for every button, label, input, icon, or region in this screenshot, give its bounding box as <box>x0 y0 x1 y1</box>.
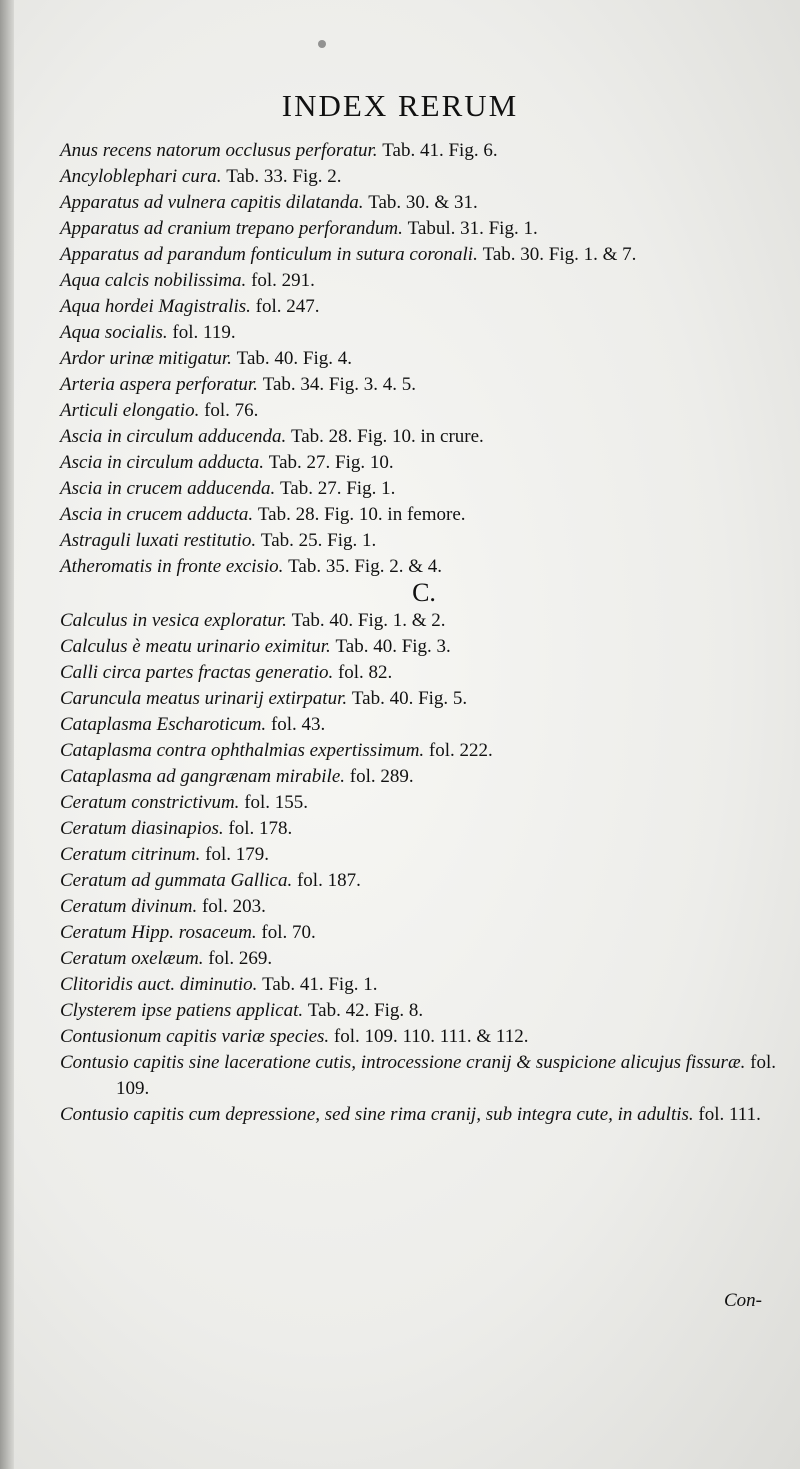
index-entry <box>60 764 788 790</box>
entry-text: Aqua calcis nobilissima. <box>60 270 247 291</box>
index-entry <box>60 528 788 554</box>
page-gutter-shadow <box>0 0 14 1469</box>
entry-text: Ancyloblephari cura. <box>60 166 222 187</box>
entry-text: Articuli elongatio. <box>60 400 200 421</box>
entry-text: Ceratum ad gummata Gallica. <box>60 870 293 891</box>
entry-reference: Tab. 41. Fig. 6. <box>382 140 498 161</box>
entry-reference: fol. 291. <box>251 270 315 291</box>
index-entry <box>60 972 788 998</box>
entry-text: Apparatus ad vulnera capitis dilatanda. <box>60 192 364 213</box>
index-entry <box>60 346 788 372</box>
index-entry <box>60 242 788 268</box>
entry-text: Clitoridis auct. diminutio. <box>60 974 258 995</box>
entry-reference: fol. 187. <box>296 870 361 891</box>
index-entry <box>60 502 788 528</box>
entry-reference: Tab. 28. Fig. 10. in crure. <box>290 426 484 447</box>
index-entries <box>60 138 788 1128</box>
entry-text: Contusionum capitis variæ species. <box>60 1026 330 1047</box>
entry-text: Ascia in crucem adducta. <box>60 504 254 525</box>
index-entry <box>60 998 788 1024</box>
index-entry <box>60 790 788 816</box>
section-letter: C. <box>412 578 436 607</box>
index-entry <box>60 268 788 294</box>
index-entry <box>60 1050 788 1102</box>
ink-smudge <box>318 40 326 48</box>
index-entry <box>60 660 788 686</box>
entry-reference: fol. 109. <box>116 1052 776 1099</box>
entry-reference: fol. 119. <box>172 322 236 343</box>
entry-text: Calculus è meatu urinario eximitur. <box>60 636 331 657</box>
index-entry <box>60 868 788 894</box>
entry-reference: Tab. 34. Fig. 3. 4. 5. <box>262 374 416 395</box>
index-entry <box>60 738 788 764</box>
entry-reference: fol. 178. <box>228 818 293 839</box>
entry-text: Calli circa partes fractas generatio. <box>60 662 334 683</box>
entry-text: Ascia in circulum adducta. <box>60 452 265 473</box>
index-entry <box>60 634 788 660</box>
entry-reference: Tabul. 31. Fig. 1. <box>407 218 538 239</box>
entry-text: Anus recens natorum occlusus perforatur. <box>60 140 378 161</box>
entry-text: Ceratum Hipp. rosaceum. <box>60 922 257 943</box>
entry-reference: fol. 82. <box>337 662 393 683</box>
entry-reference: fol. 70. <box>261 922 316 943</box>
index-entry <box>60 1102 788 1128</box>
index-entry <box>60 608 788 634</box>
index-entry <box>60 138 788 164</box>
entry-reference: Tab. 28. Fig. 10. in femore. <box>257 504 466 525</box>
entry-reference: Tab. 27. Fig. 1. <box>280 478 396 499</box>
entry-text: Ascia in crucem adducenda. <box>60 478 276 499</box>
entry-reference: Tab. 30. Fig. 1. & 7. <box>482 244 637 265</box>
index-entry <box>60 1024 788 1050</box>
entry-text: Caruncula meatus urinarij extirpatur. <box>60 688 348 709</box>
entry-reference: Tab. 35. Fig. 2. & 4. <box>288 556 442 577</box>
entries-section-a <box>60 138 788 580</box>
entry-reference: Tab. 42. Fig. 8. <box>307 1000 424 1021</box>
entry-text: Contusio capitis sine laceratione cutis, introcessione cranij & suspicione alicujus fissuræ. <box>60 1052 746 1073</box>
entry-reference: fol. 203. <box>201 896 266 917</box>
entry-reference: fol. 289. <box>349 766 414 787</box>
index-entry <box>60 712 788 738</box>
entry-reference: Tab. 40. Fig. 3. <box>335 636 451 657</box>
index-entry <box>60 554 788 580</box>
entry-reference: Tab. 33. Fig. 2. <box>226 166 342 187</box>
index-entry <box>60 372 788 398</box>
entry-reference: Tab. 40. Fig. 5. <box>351 688 468 709</box>
entry-reference: fol. 109. 110. 111. & 112. <box>333 1026 529 1047</box>
index-entry <box>60 476 788 502</box>
index-entry <box>60 398 788 424</box>
index-entry <box>60 946 788 972</box>
entry-reference: fol. 179. <box>205 844 269 865</box>
index-entry <box>60 842 788 868</box>
index-entry <box>60 920 788 946</box>
entry-text: Cataplasma ad gangrænam mirabile. <box>60 766 346 787</box>
index-entry <box>60 450 788 476</box>
entry-reference: fol. 155. <box>244 792 309 813</box>
index-entry <box>60 294 788 320</box>
entry-reference: Tab. 25. Fig. 1. <box>260 530 377 551</box>
entry-reference: fol. 222. <box>428 740 493 761</box>
entry-text: Astraguli luxati restitutio. <box>60 530 257 551</box>
index-entry <box>60 320 788 346</box>
index-entry <box>60 424 788 450</box>
entry-text: Atheromatis in fronte excisio. <box>60 556 284 577</box>
entry-text: Ardor urinæ mitigatur. <box>60 348 232 369</box>
entry-text: Apparatus ad parandum fonticulum in sutura coronali. <box>60 244 478 265</box>
catchword: Con- <box>724 1290 762 1311</box>
entry-reference: fol. 269. <box>208 948 273 969</box>
entry-reference: Tab. 30. & 31. <box>368 192 478 213</box>
entry-reference: Tab. 41. Fig. 1. <box>262 974 378 995</box>
index-entry <box>60 190 788 216</box>
entries-section-c <box>60 608 788 1128</box>
index-entry <box>60 164 788 190</box>
entry-text: Ceratum oxelæum. <box>60 948 204 969</box>
entry-text: Aqua socialis. <box>60 322 168 343</box>
entry-reference: fol. 111. <box>698 1104 761 1125</box>
entry-text: Cataplasma contra ophthalmias expertissimum. <box>60 740 425 761</box>
entry-text: Contusio capitis cum depressione, sed sine rima cranij, sub integra cute, in adultis. <box>60 1104 694 1125</box>
entry-text: Aqua hordei Magistralis. <box>60 296 251 317</box>
entry-reference: Tab. 40. Fig. 4. <box>236 348 352 369</box>
entry-reference: fol. 76. <box>204 400 259 421</box>
index-entry <box>60 686 788 712</box>
index-entry <box>60 894 788 920</box>
entry-reference: fol. 247. <box>255 296 320 317</box>
entry-text: Clysterem ipse patiens applicat. <box>60 1000 304 1021</box>
entry-text: Ascia in circulum adducenda. <box>60 426 287 447</box>
entry-text: Calculus in vesica exploratur. <box>60 610 287 631</box>
entry-text: Ceratum diasinapios. <box>60 818 224 839</box>
entry-text: Ceratum divinum. <box>60 896 198 917</box>
entry-text: Ceratum citrinum. <box>60 844 201 865</box>
index-entry <box>60 216 788 242</box>
entry-text: Arteria aspera perforatur. <box>60 374 258 395</box>
entry-text: Apparatus ad cranium trepano perforandum. <box>60 218 403 239</box>
entry-reference: Tab. 40. Fig. 1. & 2. <box>291 610 446 631</box>
entry-text: Ceratum constrictivum. <box>60 792 240 813</box>
entry-text: Cataplasma Escharoticum. <box>60 714 267 735</box>
entry-reference: fol. 43. <box>270 714 326 735</box>
entry-reference: Tab. 27. Fig. 10. <box>268 452 394 473</box>
index-entry <box>60 816 788 842</box>
page-title: INDEX RERUM <box>281 88 519 123</box>
